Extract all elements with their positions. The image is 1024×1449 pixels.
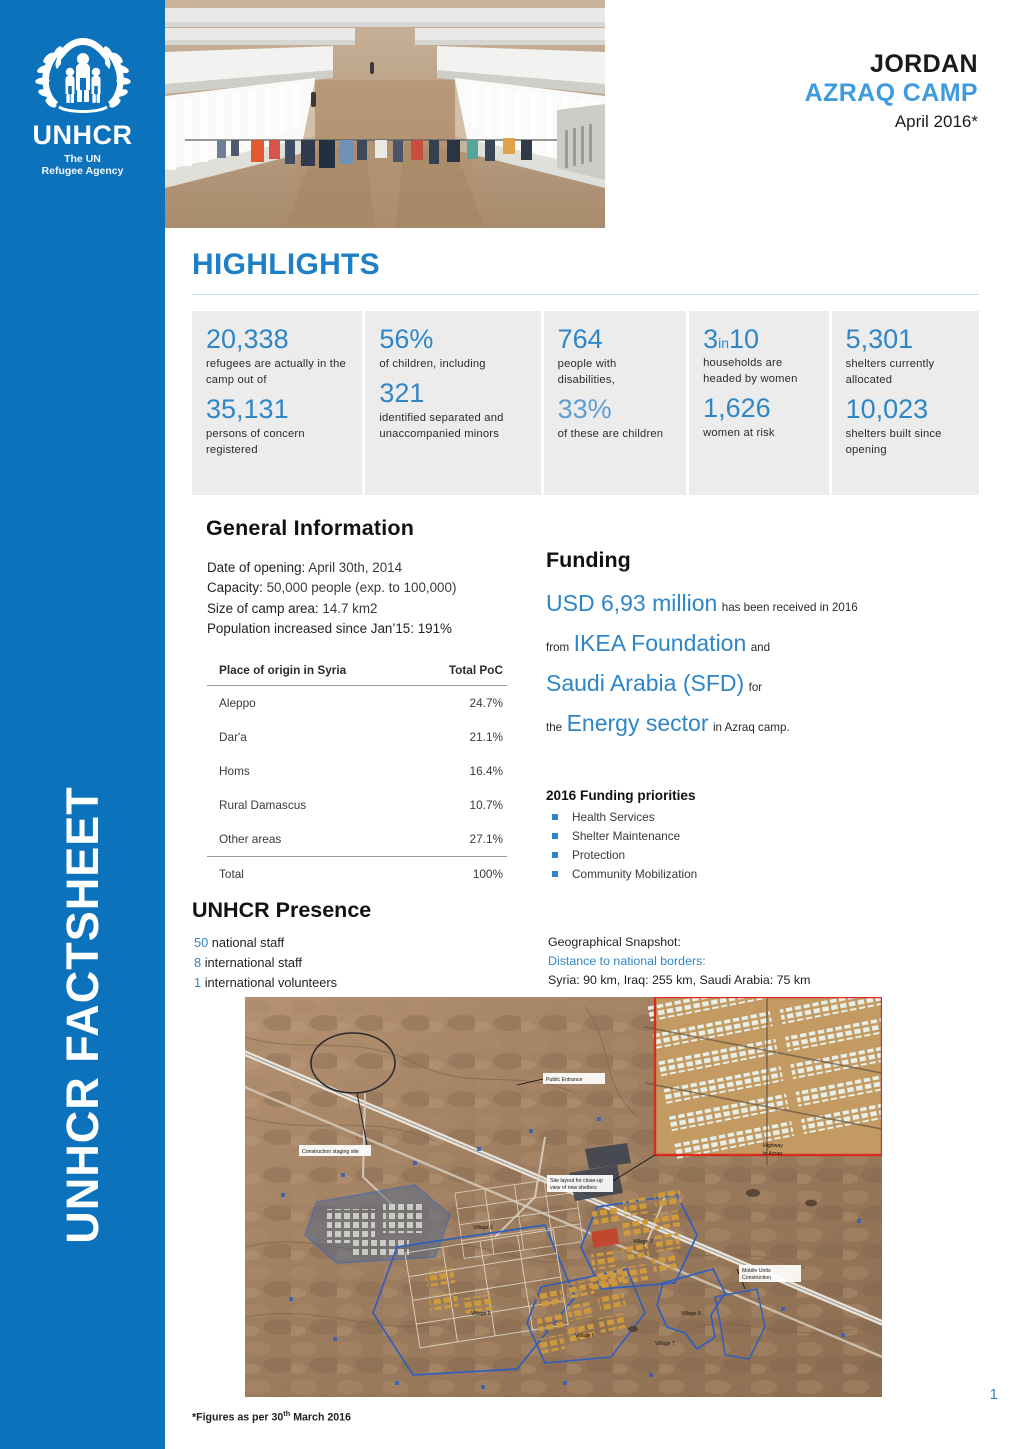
presence-staff-list	[194, 933, 494, 992]
footnote-pre: *Figures as per 30	[192, 1411, 284, 1424]
stat-refugees-caption: refugees are actually in the camp out of	[206, 358, 346, 387]
table-row	[207, 788, 507, 822]
report-date: April 2016*	[894, 112, 978, 131]
geo-title: Geographical Snapshot:	[548, 935, 681, 949]
staff-count-national: 50	[194, 935, 209, 950]
highlight-card-children	[365, 311, 540, 495]
stat-shelters-allocated: 5,301	[845, 324, 914, 354]
list-item	[546, 808, 876, 827]
staff-label-international: international staff	[204, 954, 302, 970]
funding-donor-ikea: IKEA Foundation	[573, 630, 747, 656]
stat-people-with-disabilities: 764	[557, 324, 603, 354]
unhcr-presence-heading: UNHCR Presence	[192, 898, 372, 922]
priority-shelter-maintenance: Shelter Maintenance	[572, 829, 681, 844]
country-title: JORDAN	[870, 50, 978, 78]
origin-homs: Homs	[219, 764, 250, 778]
highlights-divider	[192, 294, 979, 295]
vertical-title: UNHCR FACTSHEET	[56, 785, 108, 1244]
table-row	[207, 720, 507, 754]
funding-amount: USD 6,93 million	[546, 590, 718, 616]
poc-rural-damascus: 10.7%	[469, 798, 503, 812]
table-row	[207, 754, 507, 788]
square-bullet-icon	[552, 871, 558, 877]
poc-homs: 16.4%	[469, 764, 503, 778]
logo-tagline-line2: Refugee Agency	[41, 165, 124, 178]
highlight-card-disabilities	[544, 311, 686, 495]
priority-protection: Protection	[572, 848, 626, 863]
geographical-snapshot	[548, 933, 948, 991]
stat-female-headed-caption: households are headed by women	[703, 357, 798, 386]
map-label-construction-text: Construction staging site	[302, 1149, 359, 1155]
table-row	[207, 686, 507, 721]
place-of-origin-table	[207, 663, 507, 891]
general-information-lines	[207, 558, 527, 640]
staff-line-international	[194, 953, 494, 973]
funding-heading: Funding	[546, 548, 631, 572]
page-number: 1	[989, 1386, 998, 1403]
stat-women-at-risk: 1,626	[703, 393, 771, 424]
map-label-highway-text2: to Azraq	[763, 1151, 783, 1157]
total-value: 100%	[472, 867, 503, 881]
stat-minors-caption: identified separated and unaccompanied minors	[379, 412, 504, 441]
ratio-denominator: 10	[729, 324, 760, 354]
funding-line-sector	[546, 712, 966, 735]
stat-disabilities-children-percent: 33%	[557, 394, 612, 425]
map-label-village-3: Village 3	[633, 1239, 653, 1245]
poc-other-areas: 27.1%	[469, 832, 503, 846]
info-label-opening: Date of opening:	[207, 560, 306, 575]
unhcr-emblem-icon	[27, 28, 139, 120]
origin-rural-damascus: Rural Damascus	[219, 798, 307, 812]
highlights-heading: HIGHLIGHTS	[192, 248, 380, 281]
map-inset-closeup	[645, 997, 882, 1165]
stat-women-at-risk-caption: women at risk	[703, 427, 775, 440]
poc-dara: 21.1%	[469, 730, 503, 744]
map-label-village-extra: Village 7	[655, 1341, 675, 1347]
column-header-poc: Total PoC	[448, 663, 503, 677]
highlight-card-refugees	[192, 311, 362, 495]
funding-for-word: for	[748, 681, 763, 694]
highlights-band	[192, 311, 979, 495]
stat-shelters-allocated-caption: shelters currently allocated	[845, 358, 935, 387]
funding-sector: Energy sector	[566, 710, 709, 736]
funding-line-donor2	[546, 672, 966, 695]
funding-sector-tail: in Azraq camp.	[712, 721, 790, 734]
ratio-connector: in	[718, 335, 730, 351]
poc-aleppo: 24.7%	[469, 696, 503, 710]
funding-the-word: the	[546, 721, 563, 734]
info-line-capacity	[207, 578, 527, 598]
stat-disabilities-caption: people with disabilities,	[557, 358, 617, 387]
total-label: Total	[219, 867, 244, 881]
logo-tagline	[42, 153, 124, 178]
camp-photo-illustration	[165, 0, 605, 228]
map-label-police-text: Public Entrance	[546, 1077, 583, 1083]
table-header-row	[207, 663, 507, 686]
camp-satellite-map	[245, 997, 882, 1397]
highlight-card-shelters	[832, 311, 979, 495]
stat-female-headed-ratio	[703, 324, 816, 354]
geo-subtitle: Distance to national borders:	[548, 954, 706, 969]
staff-count-volunteers: 1	[194, 974, 202, 990]
general-information-heading: General Information	[206, 516, 415, 540]
staff-label-volunteers: international volunteers	[204, 974, 338, 990]
funding-from-word: from	[546, 641, 570, 654]
stat-disabilities-children-caption: of these are children	[557, 428, 664, 441]
staff-count-international: 8	[194, 954, 202, 970]
info-value-capacity: 50,000 people (exp. to 100,000)	[266, 580, 457, 596]
stat-persons-of-concern: 35,131	[206, 394, 289, 425]
stat-children-caption: of children, including	[379, 358, 486, 371]
map-label-highway-text1: Highway	[763, 1143, 783, 1149]
list-item	[546, 865, 876, 884]
info-line-area	[207, 599, 527, 619]
footnote	[192, 1409, 351, 1424]
square-bullet-icon	[552, 852, 558, 858]
logo-tagline-line1: The UN	[64, 153, 101, 165]
origin-other-areas: Other areas	[219, 832, 282, 846]
stat-refugees-in-camp: 20,338	[206, 324, 289, 354]
priority-health-services: Health Services	[572, 810, 655, 824]
staff-line-volunteers	[194, 973, 494, 993]
origin-aleppo: Aleppo	[219, 696, 256, 710]
map-label-village-2: Village 2	[473, 1225, 493, 1231]
origin-dara: Dar'a	[219, 730, 247, 744]
funding-and-word: and	[750, 641, 771, 654]
funding-donor-saudi: Saudi Arabia (SFD)	[546, 670, 745, 696]
info-label-capacity: Capacity:	[207, 580, 263, 596]
map-label-village-9: Village 9	[681, 1311, 701, 1317]
table-row	[207, 822, 507, 857]
funding-line-donor1	[546, 632, 966, 655]
table-total-row	[207, 857, 507, 892]
funding-priorities-list	[546, 808, 876, 884]
map-label-village-5: Village 5	[471, 1311, 491, 1317]
info-value-growth: 191%	[417, 621, 452, 637]
map-label-mobile-text2: Construction	[742, 1275, 772, 1281]
table-head	[207, 663, 507, 686]
left-brand-rail	[0, 0, 165, 1449]
footnote-post: March 2016	[290, 1411, 351, 1424]
map-label-mobile	[739, 1265, 801, 1282]
map-label-village-6: Village 6	[575, 1333, 595, 1339]
map-label-construction	[299, 1145, 371, 1156]
square-bullet-icon	[552, 814, 558, 820]
footnote-ordinal: th	[283, 1409, 291, 1418]
unhcr-logo	[0, 28, 165, 178]
info-line-opening	[207, 558, 527, 578]
list-item	[546, 827, 876, 846]
column-header-origin: Place of origin in Syria	[219, 663, 347, 677]
funding-amount-tail: has been received in 2016	[721, 601, 858, 614]
info-label-area: Size of camp area:	[207, 600, 319, 616]
satellite-map-graphic	[245, 997, 882, 1397]
funding-statement	[546, 592, 966, 752]
square-bullet-icon	[552, 833, 558, 839]
highlight-card-female-headed	[689, 311, 828, 495]
stat-separated-minors: 321	[379, 378, 425, 409]
stat-shelters-built: 10,023	[845, 394, 929, 425]
table-body	[207, 686, 507, 892]
staff-line-national	[194, 933, 494, 953]
stat-poc-caption: persons of concern registered	[206, 428, 305, 457]
title-block	[805, 50, 978, 135]
logo-wordmark: UNHCR	[32, 120, 133, 150]
map-label-layout-text2: view of new shelters	[550, 1185, 597, 1191]
map-label-layout-text1: Site layout for close-up	[550, 1178, 603, 1184]
funding-priorities-heading: 2016 Funding priorities	[546, 788, 696, 803]
info-line-growth	[207, 619, 527, 639]
info-value-area: 14.7 km2	[322, 600, 378, 616]
stat-shelters-built-caption: shelters built since opening	[845, 428, 942, 457]
info-value-opening: April 30th, 2014	[308, 560, 403, 575]
list-item	[546, 846, 876, 865]
geo-distances: Syria: 90 km, Iraq: 255 km, Saudi Arabia: 75 km	[548, 973, 811, 988]
info-label-growth: Population increased since Jan’15:	[207, 621, 414, 637]
priority-community-mobilization: Community Mobilization	[572, 867, 698, 882]
stat-children-percent: 56%	[379, 324, 434, 354]
map-label-mobile-text1: Mobile Units	[742, 1268, 771, 1274]
staff-label-national: national staff	[211, 935, 285, 950]
funding-line-amount	[546, 592, 966, 615]
camp-photo	[165, 0, 605, 228]
camp-title: AZRAQ CAMP	[804, 79, 978, 107]
ratio-numerator: 3	[703, 324, 719, 354]
